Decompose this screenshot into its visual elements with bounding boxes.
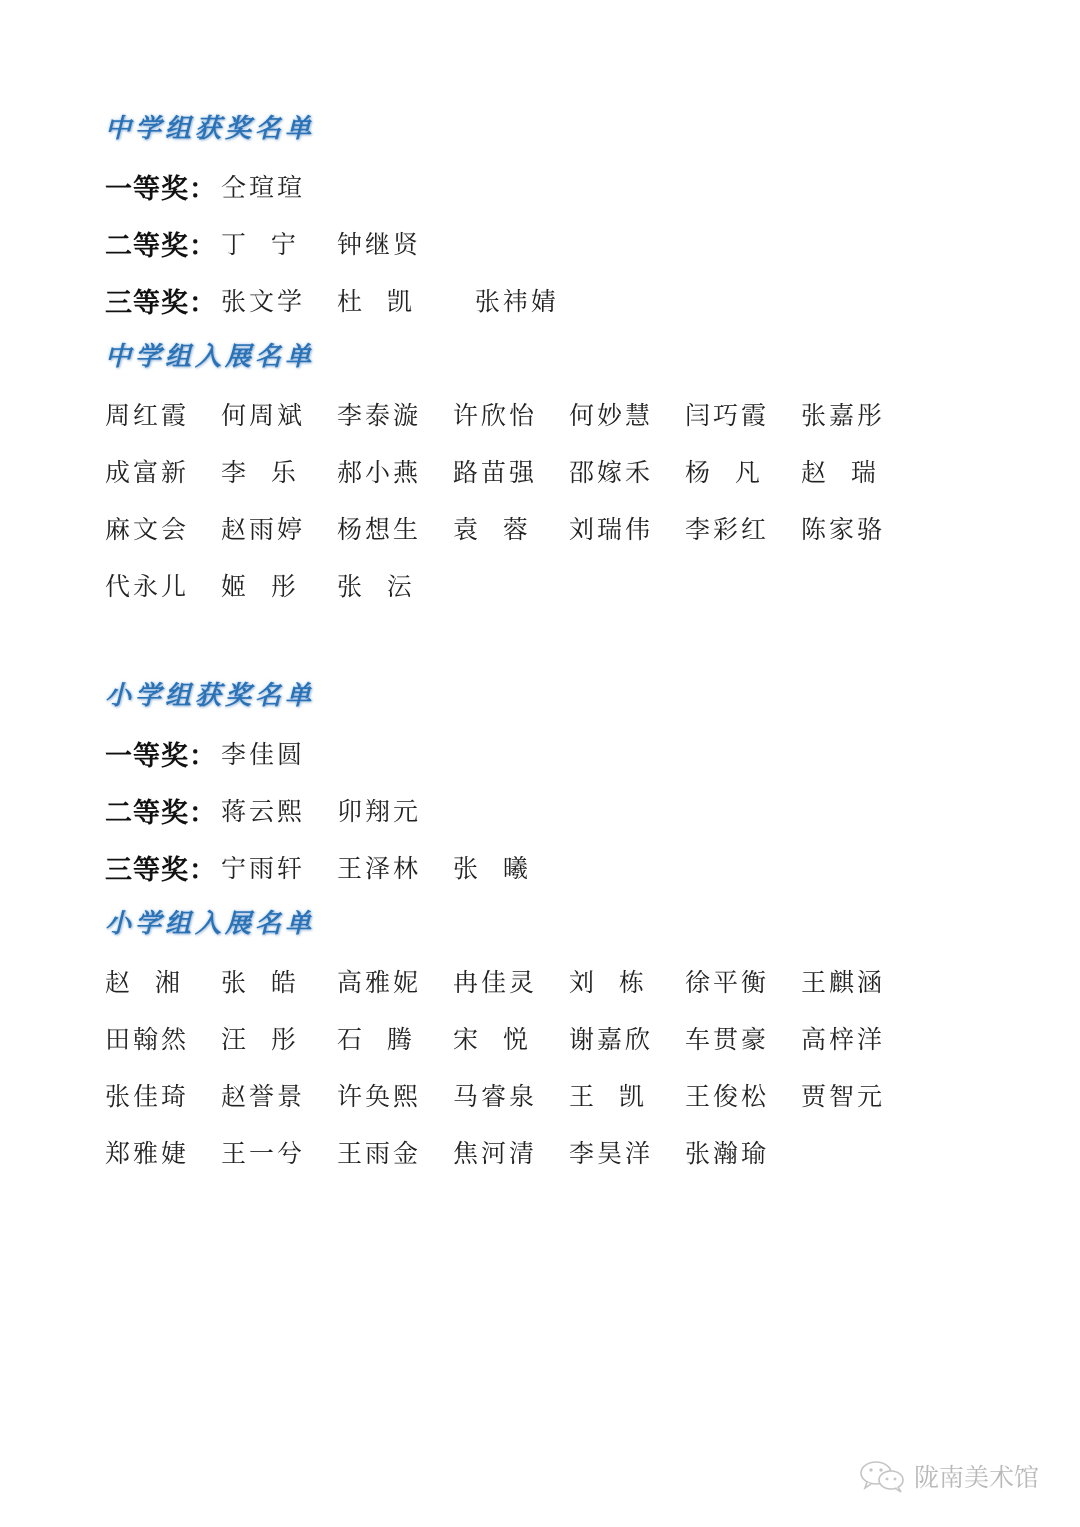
name-row bbox=[105, 385, 925, 442]
winner-name: 仝瑄瑄 bbox=[221, 173, 306, 202]
exhibitor-name: 周红霞 bbox=[105, 400, 190, 430]
exhibitor-name: 王雨金 bbox=[337, 1138, 422, 1168]
exhibitor-name: 许欣怡 bbox=[453, 400, 538, 430]
exhibitor-name: 高雅妮 bbox=[337, 967, 422, 997]
exhibitor-name: 张 沄 bbox=[337, 571, 415, 601]
primary-second-prize-row bbox=[105, 790, 453, 830]
middle-school-awards-heading: 中学组获奖名单 bbox=[105, 114, 316, 144]
prize-label: 一等奖： bbox=[105, 173, 217, 205]
exhibitor-name: 许奂熙 bbox=[337, 1081, 422, 1111]
exhibitor-name: 焦河清 bbox=[453, 1138, 538, 1168]
exhibitor-name: 杨 凡 bbox=[685, 457, 763, 487]
winner-name: 王泽林 bbox=[337, 854, 422, 883]
exhibitor-name: 何妙慧 bbox=[569, 400, 654, 430]
exhibitor-name: 郑雅婕 bbox=[105, 1138, 190, 1168]
prize-label: 二等奖： bbox=[105, 797, 217, 829]
prize-label: 三等奖： bbox=[105, 287, 217, 319]
winner-name: 钟继贤 bbox=[337, 230, 422, 259]
name-row bbox=[105, 499, 925, 556]
name-row bbox=[105, 1123, 925, 1180]
exhibitor-name: 何周斌 bbox=[221, 400, 306, 430]
middle-third-prize-row bbox=[105, 280, 603, 320]
exhibitor-name: 张嘉彤 bbox=[801, 400, 886, 430]
primary-school-awards-heading: 小学组获奖名单 bbox=[105, 681, 316, 711]
exhibitor-name: 赵 湘 bbox=[105, 967, 183, 997]
name-row bbox=[105, 1066, 925, 1123]
exhibitor-name: 李彩红 bbox=[685, 514, 770, 544]
exhibitor-name: 刘 栋 bbox=[569, 967, 647, 997]
exhibitor-name: 赵 瑞 bbox=[801, 457, 879, 487]
exhibitor-name: 王麒涵 bbox=[801, 967, 886, 997]
winner-name: 杜 凯 bbox=[337, 287, 415, 316]
exhibitor-name: 赵誉景 bbox=[221, 1081, 306, 1111]
winner-name: 丁 宁 bbox=[221, 230, 299, 259]
primary-school-exhibit-list bbox=[105, 952, 925, 1180]
exhibitor-name: 张瀚瑜 bbox=[685, 1138, 770, 1168]
exhibitor-name: 李 乐 bbox=[221, 457, 299, 487]
exhibitor-name: 宋 悦 bbox=[453, 1024, 531, 1054]
exhibitor-name: 杨想生 bbox=[337, 514, 422, 544]
prize-label: 三等奖： bbox=[105, 854, 217, 886]
winner-name: 张文学 bbox=[221, 287, 306, 316]
middle-second-prize-row bbox=[105, 223, 453, 263]
middle-school-exhibit-list bbox=[105, 385, 925, 613]
exhibitor-name: 路苗强 bbox=[453, 457, 538, 487]
exhibitor-name: 李昊洋 bbox=[569, 1138, 654, 1168]
exhibitor-name: 李泰漩 bbox=[337, 400, 422, 430]
exhibitor-name: 陈家骆 bbox=[801, 514, 886, 544]
exhibitor-name: 马睿泉 bbox=[453, 1081, 538, 1111]
exhibitor-name: 王俊松 bbox=[685, 1081, 770, 1111]
name-row bbox=[105, 556, 925, 613]
prize-label: 一等奖： bbox=[105, 740, 217, 772]
winner-name: 张 曦 bbox=[453, 854, 531, 883]
primary-third-prize-row bbox=[105, 847, 569, 887]
exhibitor-name: 姬 彤 bbox=[221, 571, 299, 601]
watermark-text: 陇南美术馆 bbox=[914, 1463, 1040, 1492]
exhibitor-name: 代永儿 bbox=[105, 571, 190, 601]
winner-name: 卯翔元 bbox=[337, 797, 422, 826]
wechat-icon bbox=[858, 1459, 908, 1493]
exhibitor-name: 徐平衡 bbox=[685, 967, 770, 997]
name-row bbox=[105, 442, 925, 499]
exhibitor-name: 高梓洋 bbox=[801, 1024, 886, 1054]
winner-name: 蒋云熙 bbox=[221, 797, 306, 826]
exhibitor-name: 王一兮 bbox=[221, 1138, 306, 1168]
exhibitor-name: 贾智元 bbox=[801, 1081, 886, 1111]
exhibitor-name: 王 凯 bbox=[569, 1081, 647, 1111]
middle-school-exhibit-heading: 中学组入展名单 bbox=[105, 342, 316, 372]
name-row bbox=[105, 1009, 925, 1066]
winner-name: 宁雨轩 bbox=[221, 854, 306, 883]
watermark bbox=[858, 1458, 1039, 1494]
exhibitor-name: 车贯豪 bbox=[685, 1024, 770, 1054]
prize-label: 二等奖： bbox=[105, 230, 217, 262]
exhibitor-name: 闫巧霞 bbox=[685, 400, 770, 430]
primary-school-exhibit-heading: 小学组入展名单 bbox=[105, 909, 316, 939]
exhibitor-name: 冉佳灵 bbox=[453, 967, 538, 997]
exhibitor-name: 成富新 bbox=[105, 457, 190, 487]
exhibitor-name: 石 腾 bbox=[337, 1024, 415, 1054]
exhibitor-name: 郝小燕 bbox=[337, 457, 422, 487]
exhibitor-name: 田翰然 bbox=[105, 1024, 190, 1054]
middle-first-prize-row bbox=[105, 166, 337, 206]
exhibitor-name: 邵嫁禾 bbox=[569, 457, 654, 487]
exhibitor-name: 袁 蓉 bbox=[453, 514, 531, 544]
primary-first-prize-row bbox=[105, 733, 337, 773]
exhibitor-name: 麻文会 bbox=[105, 514, 190, 544]
exhibitor-name: 汪 彤 bbox=[221, 1024, 299, 1054]
exhibitor-name: 张佳琦 bbox=[105, 1081, 190, 1111]
exhibitor-name: 赵雨婷 bbox=[221, 514, 306, 544]
winner-name: 李佳圆 bbox=[221, 740, 306, 769]
exhibitor-name: 刘瑞伟 bbox=[569, 514, 654, 544]
winner-name: 张祎婧 bbox=[453, 287, 559, 316]
name-row bbox=[105, 952, 925, 1009]
exhibitor-name: 张 皓 bbox=[221, 967, 299, 997]
exhibitor-name: 谢嘉欣 bbox=[569, 1024, 654, 1054]
